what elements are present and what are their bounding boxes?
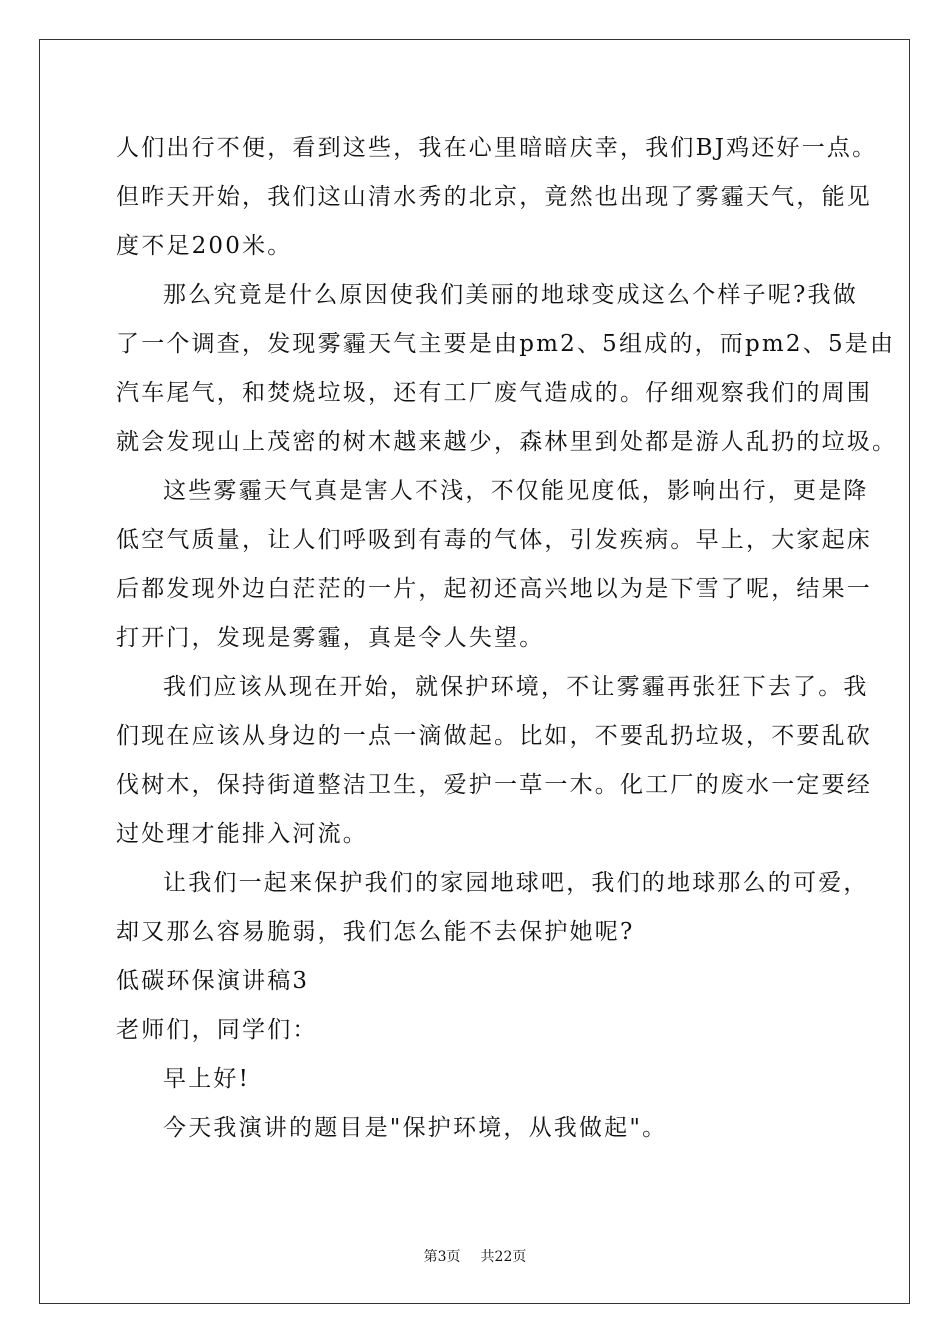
text-line: 却又那么容易脆弱，我们怎么能不去保护她呢? [116,919,635,945]
section-heading: 低碳环保演讲稿3 [116,968,310,994]
paragraph-start-line: 这些雾霾天气真是害人不浅，不仅能见度低，影响出行，更是降 [163,478,869,504]
text-line: 了一个调查，发现雾霾天气主要是由pm2、5组成的，而pm2、5是由 [116,331,896,357]
text-line: 低空气质量，让人们呼吸到有毒的气体，引发疾病。早上，大家起床 [116,527,872,553]
text-line: 伐树木，保持街道整洁卫生，爱护一草一木。化工厂的废水一定要经 [116,772,872,798]
page-footer [0,1247,950,1267]
greeting: 早上好! [163,1066,251,1092]
text-line: 们现在应该从身边的一点一滴做起。比如，不要乱扔垃圾，不要乱砍 [116,723,872,749]
text-line: 后都发现外边白茫茫的一片，起初还高兴地以为是下雪了呢，结果一 [116,576,872,602]
text-line: 打开门，发现是雾霾，真是令人失望。 [116,625,545,651]
page-number: 第3页 [423,1249,461,1265]
salutation: 老师们，同学们： [116,1017,318,1043]
page-total: 共22页 [480,1249,527,1265]
text-line: 人们出行不便，看到这些，我在心里暗暗庆幸，我们BJ鸡还好一点。 [116,135,878,161]
document-body [116,124,898,1153]
text-line: 汽车尾气，和焚烧垃圾，还有工厂废气造成的。仔细观察我们的周围 [116,380,872,406]
text-line: 就会发现山上茂密的树木越来越少，森林里到处都是游人乱扔的垃圾。 [116,429,898,455]
paragraph-start-line: 让我们一起来保护我们的家园地球吧，我们的地球那么的可爱， [163,870,869,896]
paragraph-start-line: 那么究竟是什么原因使我们美丽的地球变成这么个样子呢?我做 [163,282,858,308]
text-line: 过处理才能排入河流。 [116,821,368,847]
paragraph-start-line: 今天我演讲的题目是"保护环境，从我做起"。 [163,1115,668,1141]
text-line: 度不足200米。 [116,233,293,259]
paragraph-start-line: 我们应该从现在开始，就保护环境，不让雾霾再张狂下去了。我 [163,674,869,700]
text-line: 但昨天开始，我们这山清水秀的北京，竟然也出现了雾霾天气，能见 [116,184,872,210]
